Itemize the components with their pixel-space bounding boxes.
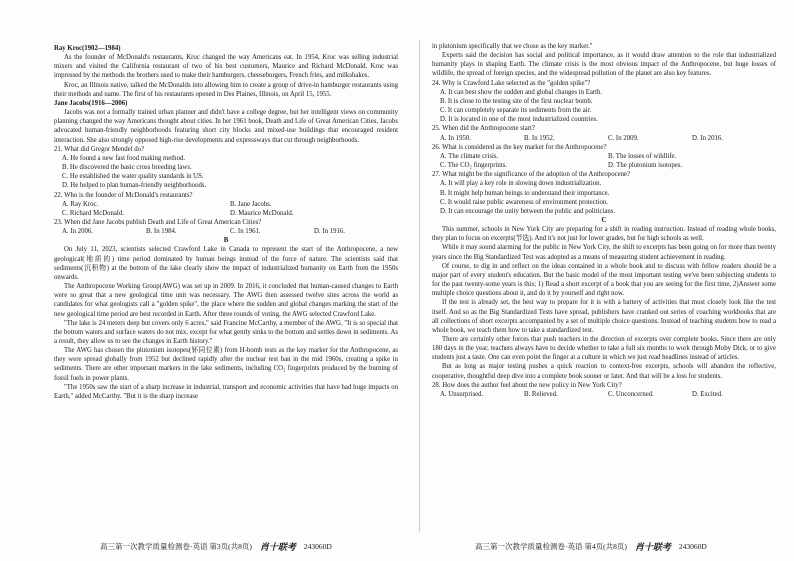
question-28: 28. How does the author feel about the new policy in New York City?	[432, 381, 622, 389]
option: B. Jane Jacobs.	[230, 200, 272, 208]
paragraph: Kroc, an Illinois native, talked the McDonalds into allowing him to create a group of drive-in hamburger restaurants using their methods and name. The first of his restaurants opened in Des Plaines, Illinois, on April 15, 1955.	[54, 81, 398, 98]
option: C. It can completely separate its sediments from the air.	[440, 107, 592, 115]
options-22	[54, 200, 398, 218]
question-22: 22. Who is the founder of McDonald's restaurants?	[54, 191, 193, 199]
footer-page-label: 高三第一次教学质量检测卷·英语 第4页(共8页)	[475, 542, 627, 551]
brand-logo: 肖十联考	[259, 542, 296, 552]
footer-code: 243060D	[678, 542, 707, 551]
column-divider	[419, 40, 420, 532]
options-28	[432, 390, 776, 399]
option: D. The plutonium isotopes.	[608, 162, 683, 170]
option: A. In 2006.	[62, 228, 93, 236]
option: D. It is located in one of the most industrialized countries.	[440, 116, 598, 124]
paragraph: The AWG has chosen the plutonium isotopes(钚同位素) from H-bomb tests as the key marker for the Anthropocene, as they were spread globally from 1952 but declined rapidly after the nuclear test ban in the mid 1960s, creating a spike in sediments. There are other important markers in the lake sediments, including CO₂ fingerprints produced by the burning of fossil fuels in power plants.	[54, 347, 398, 382]
options-23	[54, 227, 398, 236]
option: D. In 2016.	[692, 134, 723, 142]
bio-heading-jacobs: Jane Jacobs(1916—2006)	[54, 99, 128, 107]
footer-left	[100, 540, 332, 553]
paragraph: On July 11, 2023, scientists selected Crawford Lake in Canada to represent the start of the Anthropocene, a new geological(地质的) time period dominated by human beings instead of the force of nature. The scientists said that sediments(沉积物) at the bottom of the lake clearly show the impact of industrialized humanity on Earth from the 1950s onwards.	[54, 246, 398, 281]
option: D. Maurice McDonald.	[230, 209, 294, 217]
paragraph: There are certainly other forces that push teachers in the direction of excerpts over complete books. Since there are only 180 days in the year, teachers always have to decide whether to take a full six months to work through Moby Dick, or to give students just a taste. One can even point the finger at a culture in which we just read headlines instead of articles.	[432, 336, 776, 362]
option: C. In 2009.	[608, 134, 639, 142]
paragraph: "The lake is 24 meters deep but covers only 6 acres," said Francine McCarthy, a member of the AWG. "It is so special that the bottom waters and surface waters do not mix, except for what gently sinks to the bottom and settles down in sediments. As a result, they allow us to see the changes in Earth history."	[54, 319, 398, 345]
footer-page-label: 高三第一次教学质量检测卷·英语 第3页(共8页)	[100, 542, 252, 551]
option: D. He helped to plan human-friendly neighborhoods.	[62, 182, 207, 190]
option: B. He discovered the basic cross breeding laws.	[62, 164, 192, 172]
option: B. It is close to the testing site of the first nuclear bomb.	[440, 97, 593, 105]
options-26	[432, 152, 776, 170]
option: C. The CO₂ fingerprints.	[440, 162, 507, 170]
left-column	[54, 44, 398, 532]
option: C. It would raise public awareness of environment protection.	[440, 198, 608, 206]
option: B. In 1952.	[524, 134, 555, 142]
option: A. He found a new fast food making method.	[62, 154, 186, 162]
option: C. Richard McDonald.	[62, 209, 124, 217]
option: A. The climate crisis.	[440, 152, 499, 160]
option: A. In 1950.	[440, 134, 471, 142]
question-26: 26. What is considered as the key marker for the Anthropocene?	[432, 143, 607, 151]
paragraph: If the test is already set, the best way to prepare for it is with a battery of activities that most closely look like the test itself. And so as the Big Standardized Tests have spread, publishers have cranked out series of coaching workbooks that are all collections of short excerpts accompanied by a set of multiple choice questions. Instead of teaching students how to read a whole book, we teach them how to take a standardized test.	[432, 299, 776, 334]
paragraph: But as long as major testing pushes a quick reaction to context-free excerpts, schools will abandon the reflective, cooperative, thoughtful deep dive into a complete book sooner or later. And that will be a loss for students.	[432, 363, 776, 380]
option: C. In 1961.	[230, 228, 261, 236]
section-c-heading: C	[601, 216, 607, 224]
question-25: 25. When did the Anthropocene start?	[432, 125, 535, 133]
option: C. Unconcerned.	[608, 390, 654, 398]
paragraph-continued: in plutonium specifically that we chose as the key marker."	[432, 43, 593, 50]
question-24: 24. Why is Crawford Lake selected as the "golden spike"?	[432, 79, 591, 87]
option: A. It will play a key role in slowing down industrialization.	[440, 180, 602, 188]
option: D. In 1916.	[314, 228, 345, 236]
section-b-heading: B	[223, 237, 229, 245]
option: D. Excited.	[692, 390, 723, 398]
option: B. The losses of wildlife.	[608, 152, 677, 160]
options-25	[432, 134, 776, 143]
option: A. Unsurprised.	[440, 390, 484, 398]
option: C. He established the water quality standards in US.	[62, 173, 204, 181]
paragraph: Experts said the decision has social and political importance, as it would draw attention to the role that industrialized humanity plays in shaping Earth. The climate crisis is the most obvious impact of the Anthropocene, but huge losses of wildlife, the spread of foreign species, and the widespread pollution of the planet are also key features.	[432, 52, 776, 78]
footer-code: 243060D	[303, 542, 332, 551]
bio-heading-kroc: Ray Kroc(1902—1984)	[54, 45, 121, 52]
option: D. It can encourage the unity between the public and politicians.	[440, 207, 616, 215]
paragraph: The Anthropocene Working Group(AWG) was set up in 2009. In 2016, it concluded that human-caused changes to Earth were so great that a new geological time unit was necessary. The AWG then assessed twelve sites across the world as candidates for what geologists call a "golden spike", the place where the sudden and global changes marking the start of the new geological time period are best recorded in Earth. After three rounds of voting, the AWG selected Crawford Lake.	[54, 283, 398, 318]
question-21: 21. What did Gregor Mendel do?	[54, 145, 145, 153]
paragraph: Of course, to dig in and reflect on the ideas contained in a whole book and to discuss with fellow readers should be a major part of every student's education. But the basic model of the most important testing we've been subjecting students to for the past twenty-some years is this; 1) Read a short excerpt of a book that you are seeing for the first time, 2)Answer some multiple choice questions about it, and do it by yourself and right now.	[432, 262, 776, 298]
option: A. Ray Kroc.	[62, 200, 99, 208]
question-27: 27. What might be the significance of the adoption of the Anthropocene?	[432, 171, 631, 179]
brand-logo: 肖十联考	[634, 542, 671, 552]
footer-right	[475, 540, 707, 553]
right-column	[432, 42, 776, 530]
paragraph: As the founder of McDonald's restaurants, Kroc changed the way Americans eat. In 1954, Kroc was selling industrial mixers and visited the California restaurant of two of his best customers, Maurice and Richard McDonald. Kroc was impressed by the methods the brothers used to make their hamburgers, cheeseburgers, French fries, and milkshakes.	[54, 54, 398, 80]
question-23: 23. When did Jane Jacobs publish Death and Life of Great American Cities?	[54, 218, 262, 226]
option: B. In 1984.	[146, 228, 177, 236]
option: A. It can best show the sudden and global changes in Earth.	[440, 88, 603, 96]
paragraph: While it may sound alarming for the public in New York City, the shift to excerpts has been going on for more than twenty years since the Big Standardized Test was adopted as a means of measuring student achievement in reading.	[432, 244, 776, 261]
paragraph: Jacobs was not a formally trained urban planner and didn't have a college degree, but her intelligent views on community planning changed the way Americans thought about cities. In her 1961 book, Death and Life of Great American Cities, Jacobs advocated human-friendly neighborhoods featuring short city blocks and mixed-use buildings that encouraged resident interaction. She also strongly opposed high-rise developments and expressways that cut through neighborhoods.	[54, 109, 398, 144]
option: B. Relieved.	[524, 390, 558, 398]
paragraph: This summer, schools in New York City are preparing for a shift in reading instruction. Instead of reading whole books, they plan to focus on excerpts(节选). And it's not just for lower grades, but for high schools as well.	[432, 226, 776, 243]
paragraph: "The 1950s saw the start of a sharp increase in industrial, transport and economic activities that have had huge impacts on Earth," added McCarthy. "But it is the sharp increase	[54, 383, 398, 400]
option: B. It might help human beings to understand their importance.	[440, 189, 610, 197]
